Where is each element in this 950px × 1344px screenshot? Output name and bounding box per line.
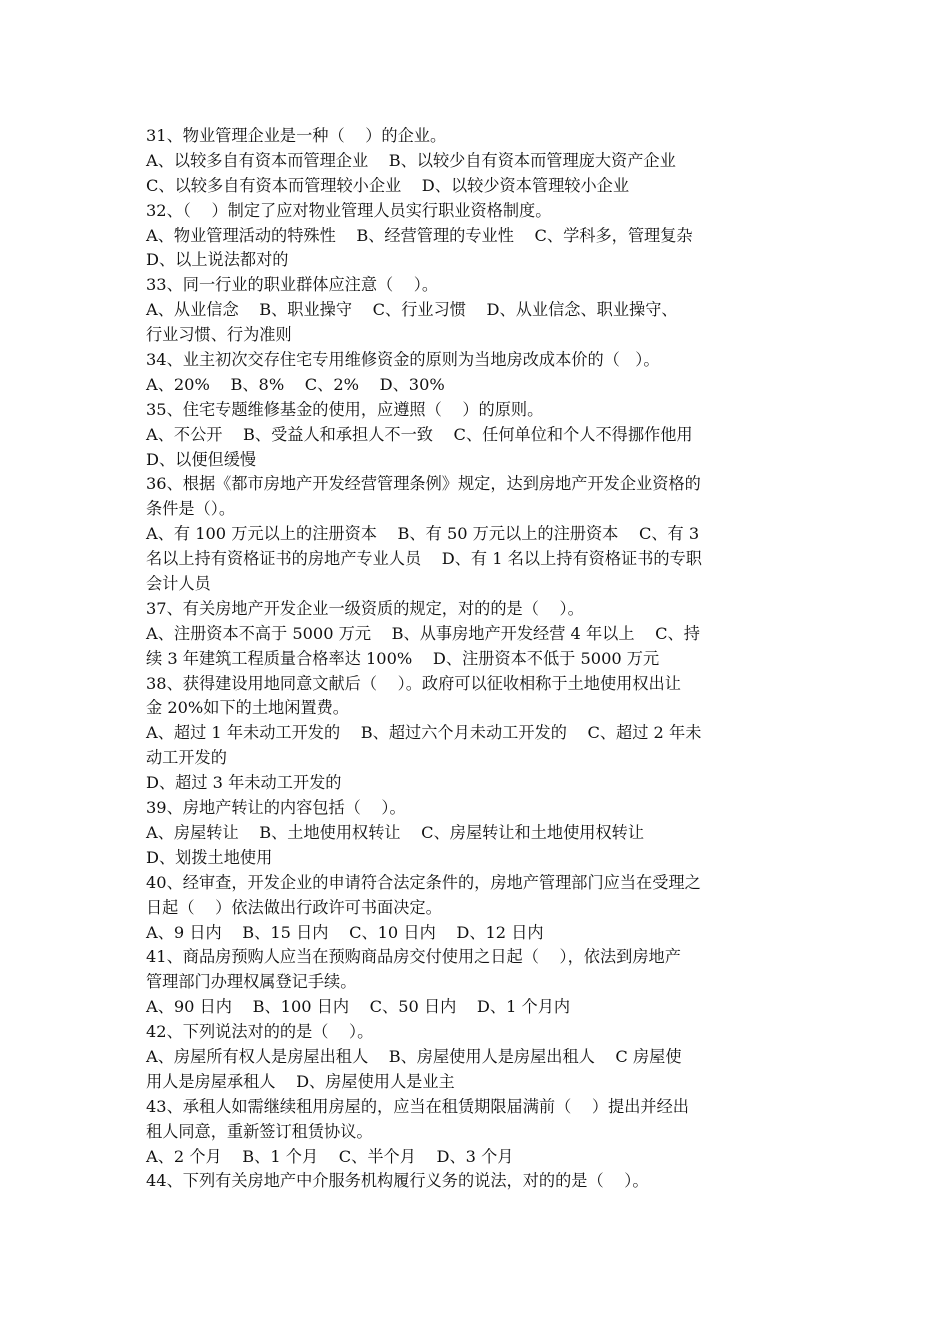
text-line: 名以上持有资格证书的房地产专业人员 D、有 1 名以上持有资格证书的专职 xyxy=(146,549,702,569)
text-line: 33、同一行业的职业群体应注意（ ）。 xyxy=(146,275,439,295)
question-text-block xyxy=(146,124,810,1194)
text-line: 动工开发的 xyxy=(146,748,227,768)
text-line: 35、住宅专题维修基金的使用，应遵照（ ）的原则。 xyxy=(146,399,544,419)
text-line: A、9 日内 B、15 日内 C、10 日内 D、12 日内 xyxy=(146,922,544,942)
text-line: 用人是房屋承租人 D、房屋使用人是业主 xyxy=(146,1071,455,1091)
text-line: A、2 个月 B、1 个月 C、半个月 D、3 个月 xyxy=(146,1146,514,1166)
text-line: A、不公开 B、受益人和承担人不一致 C、任何单位和个人不得挪作他用 xyxy=(146,424,693,444)
text-line: 37、有关房地产开发企业一级资质的规定，对的的是（ ）。 xyxy=(146,598,584,618)
text-line: 32、（ ）制定了应对物业管理人员实行职业资格制度。 xyxy=(146,200,552,220)
text-line: 40、经审查，开发企业的申请符合法定条件的，房地产管理部门应当在受理之 xyxy=(146,872,701,892)
text-line: 会计人员 xyxy=(146,574,211,594)
text-line: 租人同意，重新签订租赁协议。 xyxy=(146,1121,373,1141)
text-line: 41、商品房预购人应当在预购商品房交付使用之日起（ ），依法到房地产 xyxy=(146,947,681,967)
text-line: 日起（ ）依法做出行政许可书面决定。 xyxy=(146,897,442,917)
text-line: D、以便但缓慢 xyxy=(146,449,257,469)
text-line: 42、下列说法对的的是（ ）。 xyxy=(146,1022,374,1042)
text-line: 43、承租人如需继续租用房屋的，应当在租赁期限届满前（ ）提出并经出 xyxy=(146,1096,689,1116)
text-line: A、房屋所有权人是房屋出租人 B、房屋使用人是房屋出租人 C 房屋使 xyxy=(146,1046,682,1066)
text-line: 44、下列有关房地产中介服务机构履行义务的说法，对的的是（ ）。 xyxy=(146,1171,649,1191)
text-line: 行业习惯、行为准则 xyxy=(146,325,292,345)
text-line: A、物业管理活动的特殊性 B、经营管理的专业性 C、学科多，管理复杂 xyxy=(146,225,693,245)
text-line: 金 20%如下的土地闲置费。 xyxy=(146,698,349,718)
text-line: 36、根据《都市房地产开发经营管理条例》规定，达到房地产开发企业资格的 xyxy=(146,474,701,494)
text-line: A、从业信念 B、职业操守 C、行业习惯 D、从业信念、职业操守、 xyxy=(146,300,678,320)
text-line: A、90 日内 B、100 日内 C、50 日内 D、1 个月内 xyxy=(146,997,571,1017)
text-line: A、20% B、8% C、2% D、30% xyxy=(146,374,445,394)
text-line: 38、获得建设用地同意文献后（ ）。政府可以征收相称于土地使用权出让 xyxy=(146,673,681,693)
text-line: A、有 100 万元以上的注册资本 B、有 50 万元以上的注册资本 C、有 3 xyxy=(146,524,700,544)
text-line: D、超过 3 年未动工开发的 xyxy=(146,773,342,793)
text-line: 条件是（）。 xyxy=(146,499,236,519)
text-line: 续 3 年建筑工程质量合格率达 100% D、注册资本不低于 5000 万元 xyxy=(146,648,660,668)
text-line: 34、业主初次交存住宅专用维修资金的原则为当地房改成本价的（ ）。 xyxy=(146,350,660,370)
text-line: D、以上说法都对的 xyxy=(146,250,289,270)
text-line: A、以较多自有资本而管理企业 B、以较少自有资本而管理庞大资产企业 xyxy=(146,150,676,170)
text-line: C、以较多自有资本而管理较小企业 D、以较少资本管理较小企业 xyxy=(146,175,630,195)
text-line: 31、物业管理企业是一种（ ）的企业。 xyxy=(146,126,447,145)
text-line: A、房屋转让 B、土地使用权转让 C、房屋转让和土地使用权转让 xyxy=(146,822,645,842)
text-line: D、划拨土地使用 xyxy=(146,847,273,867)
text-line: 管理部门办理权属登记手续。 xyxy=(146,972,357,992)
text-line: A、超过 1 年未动工开发的 B、超过六个月未动工开发的 C、超过 2 年未 xyxy=(146,723,702,743)
text-line: 39、房地产转让的内容包括（ ）。 xyxy=(146,798,406,818)
text-line: A、注册资本不高于 5000 万元 B、从事房地产开发经营 4 年以上 C、持 xyxy=(146,623,700,643)
